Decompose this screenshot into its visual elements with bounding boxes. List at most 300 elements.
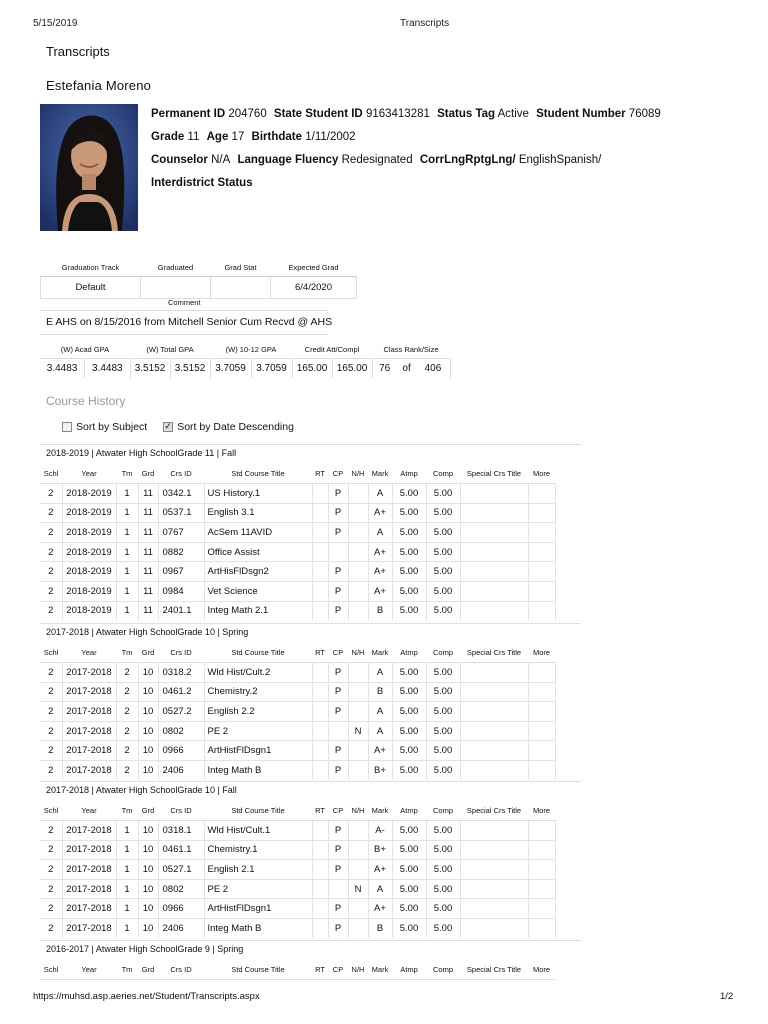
course-cell [348, 918, 368, 937]
course-cell: 5.00 [426, 821, 460, 841]
course-cell: 1 [116, 840, 138, 860]
course-cell: 0318.2 [158, 663, 204, 683]
grad-header: Expected Grad [271, 258, 357, 277]
course-row [40, 682, 555, 702]
course-cell: B+ [368, 760, 392, 779]
gpa-header: (W) 10-12 GPA [225, 344, 277, 354]
course-cell: 5.00 [392, 721, 426, 741]
course-cell [348, 899, 368, 919]
status-value: Active [497, 108, 529, 120]
grad-header: Graduated [141, 258, 211, 277]
course-row [40, 484, 555, 504]
course-cell: P [328, 860, 348, 880]
course-cell: 5.00 [426, 503, 460, 523]
column-header: RT [312, 801, 328, 821]
comment-label: Comment [168, 298, 201, 307]
column-header: Grd [138, 801, 158, 821]
course-cell: 2 [40, 523, 62, 543]
course-cell: P [328, 682, 348, 702]
course-cell [528, 840, 555, 860]
footer-url: https://muhsd.asp.aeries.net/Student/Transcripts.aspx [33, 991, 260, 1002]
course-cell: 5.00 [426, 562, 460, 582]
course-cell: Wld Hist/Cult.1 [204, 821, 312, 841]
gpa-header: (W) Total GPA [146, 344, 194, 354]
divider [40, 940, 581, 941]
course-cell: 2017-2018 [62, 860, 116, 880]
course-cell [312, 840, 328, 860]
divider [40, 444, 581, 445]
course-cell: 10 [138, 899, 158, 919]
course-cell: 11 [138, 562, 158, 582]
state-id-value: 9163413281 [365, 108, 430, 120]
column-header: N/H [348, 464, 368, 484]
course-cell [348, 860, 368, 880]
course-row [40, 918, 555, 937]
course-cell: 5.00 [392, 542, 426, 562]
course-cell: 5.00 [392, 918, 426, 937]
column-header: CP [328, 643, 348, 663]
course-cell: 2 [116, 741, 138, 761]
course-cell: 0318.1 [158, 821, 204, 841]
course-cell: Chemistry.1 [204, 840, 312, 860]
course-cell [348, 840, 368, 860]
column-header: Crs ID [158, 801, 204, 821]
course-cell: 5.00 [392, 562, 426, 582]
course-cell [348, 741, 368, 761]
course-cell [528, 721, 555, 741]
course-cell [312, 860, 328, 880]
course-cell: 10 [138, 860, 158, 880]
grad-header: Graduation Track [41, 258, 141, 277]
course-cell [312, 918, 328, 937]
course-row [40, 840, 555, 860]
counselor-value: N/A [211, 154, 231, 166]
permanent-id-label: Permanent ID [151, 108, 226, 120]
course-cell: 2401.1 [158, 601, 204, 620]
course-cell: N [348, 721, 368, 741]
course-cell: Integ Math B [204, 760, 312, 779]
course-cell [348, 484, 368, 504]
course-cell: A+ [368, 562, 392, 582]
column-header: Schl [40, 801, 62, 821]
course-cell: A [368, 879, 392, 899]
course-cell: 2 [40, 760, 62, 779]
course-cell: A [368, 484, 392, 504]
course-cell [348, 581, 368, 601]
course-row [40, 663, 555, 683]
column-header: N/H [348, 801, 368, 821]
course-cell: 2406 [158, 760, 204, 779]
course-cell: 5.00 [392, 741, 426, 761]
gpa-header: (W) Acad GPA [60, 344, 110, 354]
course-history-title: Course History [46, 394, 126, 408]
course-cell: A [368, 523, 392, 543]
column-header: Special Crs Title [460, 801, 528, 821]
student-info-row3 [151, 154, 605, 166]
course-row [40, 760, 555, 779]
course-cell: 2 [40, 581, 62, 601]
course-cell: 5.00 [392, 879, 426, 899]
course-cell: 11 [138, 523, 158, 543]
course-cell: 11 [138, 581, 158, 601]
course-cell: ArtHisFlDsgn2 [204, 562, 312, 582]
course-cell: 1 [116, 581, 138, 601]
course-cell [528, 562, 555, 582]
course-cell [460, 542, 528, 562]
course-cell: P [328, 741, 348, 761]
course-cell: A [368, 721, 392, 741]
course-cell [312, 663, 328, 683]
course-cell [328, 721, 348, 741]
student-photo [40, 104, 138, 231]
divider [40, 623, 581, 624]
course-cell: 2018-2019 [62, 562, 116, 582]
course-cell: 5.00 [392, 484, 426, 504]
interdistrict-label: Interdistrict Status [151, 177, 253, 189]
course-cell: 2 [116, 760, 138, 779]
course-cell [312, 503, 328, 523]
column-header: Atmp [392, 464, 426, 484]
footer-page-number: 1/2 [720, 991, 734, 1002]
grad-value: 6/4/2020 [271, 277, 357, 299]
course-cell: 0342.1 [158, 484, 204, 504]
course-cell [460, 581, 528, 601]
course-cell [460, 721, 528, 741]
term-header: 2016-2017 | Atwater High SchoolGrade 9 | Spring [46, 944, 244, 954]
course-cell: 5.00 [426, 879, 460, 899]
course-cell: Integ Math 2.1 [204, 601, 312, 620]
column-header: RT [312, 464, 328, 484]
course-cell: 2 [40, 601, 62, 620]
course-cell: P [328, 523, 348, 543]
course-cell [348, 760, 368, 779]
course-cell: P [328, 760, 348, 779]
column-header: Atmp [392, 801, 426, 821]
course-cell: 2017-2018 [62, 821, 116, 841]
course-cell [348, 601, 368, 620]
course-cell [312, 721, 328, 741]
course-cell: P [328, 503, 348, 523]
course-cell [328, 879, 348, 899]
course-cell [312, 821, 328, 841]
course-cell: 1 [116, 542, 138, 562]
column-header: Std Course Title [204, 801, 312, 821]
course-cell: 2 [40, 484, 62, 504]
column-header: Comp [426, 643, 460, 663]
course-cell: 2 [40, 741, 62, 761]
course-cell [312, 581, 328, 601]
column-header: More [528, 643, 555, 663]
course-cell: A+ [368, 503, 392, 523]
course-cell: 5.00 [392, 702, 426, 722]
course-cell: US History.1 [204, 484, 312, 504]
course-cell [348, 663, 368, 683]
course-cell: 5.00 [426, 860, 460, 880]
course-cell: 0966 [158, 741, 204, 761]
course-cell: A [368, 702, 392, 722]
divider [40, 334, 328, 335]
course-cell: 5.00 [392, 760, 426, 779]
gpa-value: 165.00 [332, 359, 372, 379]
column-header: Crs ID [158, 464, 204, 484]
course-cell: 5.00 [392, 581, 426, 601]
column-header: Year [62, 960, 116, 980]
course-cell: PE 2 [204, 879, 312, 899]
course-cell: P [328, 918, 348, 937]
course-cell: 5.00 [392, 899, 426, 919]
course-cell [460, 503, 528, 523]
column-header: N/H [348, 643, 368, 663]
course-cell: P [328, 821, 348, 841]
course-row [40, 721, 555, 741]
course-cell [528, 503, 555, 523]
course-cell: 1 [116, 899, 138, 919]
column-header: Year [62, 801, 116, 821]
column-header: Crs ID [158, 643, 204, 663]
column-header: Year [62, 643, 116, 663]
course-cell [528, 663, 555, 683]
column-header: Atmp [392, 643, 426, 663]
course-cell [460, 879, 528, 899]
course-cell: 1 [116, 918, 138, 937]
course-cell: 2 [40, 840, 62, 860]
course-cell [528, 682, 555, 702]
course-cell: Chemistry.2 [204, 682, 312, 702]
course-cell: 5.00 [426, 682, 460, 702]
course-cell [460, 523, 528, 543]
course-cell: 0461.1 [158, 840, 204, 860]
course-cell: 10 [138, 682, 158, 702]
course-cell: Wld Hist/Cult.2 [204, 663, 312, 683]
course-cell: 2 [40, 918, 62, 937]
column-header: Special Crs Title [460, 643, 528, 663]
course-cell [528, 879, 555, 899]
course-cell: 2 [40, 663, 62, 683]
course-cell: English 2.2 [204, 702, 312, 722]
course-cell: 0527.1 [158, 860, 204, 880]
course-cell [348, 821, 368, 841]
course-cell: 2018-2019 [62, 503, 116, 523]
course-cell: B+ [368, 840, 392, 860]
course-row [40, 702, 555, 722]
course-cell [348, 682, 368, 702]
course-cell: 1 [116, 821, 138, 841]
course-cell: 2018-2019 [62, 542, 116, 562]
course-cell [460, 484, 528, 504]
column-header: More [528, 464, 555, 484]
sort-by-date-label[interactable]: Sort by Date Descending [177, 421, 294, 433]
course-cell: 0461.2 [158, 682, 204, 702]
course-cell [328, 542, 348, 562]
course-cell [528, 899, 555, 919]
course-cell: 2017-2018 [62, 840, 116, 860]
graduation-table [40, 258, 357, 299]
course-cell: 0537.1 [158, 503, 204, 523]
course-cell: P [328, 899, 348, 919]
gpa-value: 76 [372, 359, 397, 379]
course-cell: 5.00 [426, 840, 460, 860]
birthdate-value: 1/11/2002 [305, 131, 356, 143]
course-cell: 11 [138, 503, 158, 523]
course-cell: 2017-2018 [62, 663, 116, 683]
course-cell: 2 [116, 721, 138, 741]
column-header: RT [312, 960, 328, 980]
course-cell [528, 601, 555, 620]
course-cell: A+ [368, 860, 392, 880]
birthdate-label: Birthdate [251, 131, 303, 143]
column-header: Schl [40, 960, 62, 980]
course-cell [312, 741, 328, 761]
student-number-label: Student Number [536, 108, 626, 120]
course-row [40, 581, 555, 601]
column-header: Mark [368, 960, 392, 980]
course-cell: 2017-2018 [62, 702, 116, 722]
term-header: 2017-2018 | Atwater High SchoolGrade 10 | Fall [46, 785, 237, 795]
course-cell [312, 702, 328, 722]
course-cell [528, 702, 555, 722]
course-cell: 0967 [158, 562, 204, 582]
print-date: 5/15/2019 [33, 18, 78, 29]
print-title: Transcripts [400, 18, 450, 29]
column-header: N/H [348, 960, 368, 980]
course-cell [312, 760, 328, 779]
course-cell [312, 899, 328, 919]
status-label: Status Tag [437, 108, 496, 120]
student-number-value: 76089 [628, 108, 661, 120]
course-cell [528, 523, 555, 543]
course-cell: A+ [368, 741, 392, 761]
column-header: CP [328, 464, 348, 484]
course-cell: 1 [116, 562, 138, 582]
course-cell [460, 821, 528, 841]
course-cell: 5.00 [392, 663, 426, 683]
course-cell: 10 [138, 702, 158, 722]
course-cell: 5.00 [426, 760, 460, 779]
course-cell [460, 760, 528, 779]
course-row [40, 503, 555, 523]
column-header: Year [62, 464, 116, 484]
course-cell [460, 601, 528, 620]
gpa-value: 3.7059 [210, 359, 251, 379]
student-info-row4 [151, 177, 253, 189]
age-label: Age [206, 131, 229, 143]
course-cell [348, 503, 368, 523]
course-cell: AcSem 11AVID [204, 523, 312, 543]
course-cell: 0966 [158, 899, 204, 919]
course-table [40, 801, 556, 938]
column-header: Std Course Title [204, 643, 312, 663]
course-cell [528, 760, 555, 779]
column-header: Grd [138, 960, 158, 980]
course-cell: P [328, 663, 348, 683]
course-cell: ArtHistFlDsgn1 [204, 899, 312, 919]
course-cell: P [328, 840, 348, 860]
course-cell [460, 663, 528, 683]
course-cell: Vet Science [204, 581, 312, 601]
course-cell: 2017-2018 [62, 721, 116, 741]
column-header: More [528, 960, 555, 980]
gpa-table [40, 340, 451, 378]
course-cell: 11 [138, 542, 158, 562]
course-cell: 2017-2018 [62, 899, 116, 919]
course-cell [312, 601, 328, 620]
course-cell: 5.00 [392, 821, 426, 841]
sort-by-date-checkbox[interactable] [163, 422, 173, 432]
course-cell: 1 [116, 503, 138, 523]
course-cell [460, 741, 528, 761]
course-cell: 5.00 [426, 601, 460, 620]
column-header: CP [328, 801, 348, 821]
grad-value: Default [41, 277, 141, 299]
course-cell: PE 2 [204, 721, 312, 741]
course-cell: 5.00 [426, 663, 460, 683]
course-cell: A+ [368, 899, 392, 919]
course-cell [460, 840, 528, 860]
comment-text: E AHS on 8/15/2016 from Mitchell Senior Cum Recvd @ AHS [46, 316, 333, 328]
course-cell: P [328, 581, 348, 601]
course-cell [528, 860, 555, 880]
course-cell: P [328, 484, 348, 504]
course-cell [312, 523, 328, 543]
column-header: Schl [40, 464, 62, 484]
column-header: Special Crs Title [460, 960, 528, 980]
gpa-value: 165.00 [292, 359, 332, 379]
course-cell: Integ Math B [204, 918, 312, 937]
course-cell: P [328, 562, 348, 582]
course-row [40, 562, 555, 582]
course-cell: 2018-2019 [62, 484, 116, 504]
course-cell: 11 [138, 484, 158, 504]
grade-label: Grade [151, 131, 185, 143]
course-cell: A- [368, 821, 392, 841]
course-cell: 10 [138, 721, 158, 741]
course-cell: P [328, 702, 348, 722]
course-cell: 2 [40, 721, 62, 741]
sort-by-subject-label[interactable]: Sort by Subject [76, 421, 148, 433]
sort-by-subject-checkbox[interactable] [62, 422, 72, 432]
course-cell: 2 [116, 663, 138, 683]
course-cell: A [368, 663, 392, 683]
course-cell: 10 [138, 821, 158, 841]
column-header: Atmp [392, 960, 426, 980]
course-cell: 5.00 [392, 682, 426, 702]
course-cell: 2 [40, 860, 62, 880]
course-cell: 0767 [158, 523, 204, 543]
course-cell: 2017-2018 [62, 760, 116, 779]
course-cell: P [328, 601, 348, 620]
column-header: Std Course Title [204, 960, 312, 980]
course-row [40, 821, 555, 841]
gpa-value: of [397, 359, 417, 379]
course-cell: 2 [40, 542, 62, 562]
column-header: Tm [116, 643, 138, 663]
divider [40, 310, 328, 311]
course-cell: 5.00 [426, 581, 460, 601]
course-cell: 5.00 [392, 840, 426, 860]
course-row [40, 860, 555, 880]
course-row [40, 879, 555, 899]
course-cell [348, 702, 368, 722]
course-cell [312, 484, 328, 504]
course-cell [312, 562, 328, 582]
state-id-label: State Student ID [273, 108, 363, 120]
course-cell: 0802 [158, 879, 204, 899]
course-cell: 2 [40, 899, 62, 919]
course-cell: 10 [138, 840, 158, 860]
course-cell [312, 682, 328, 702]
course-cell: 5.00 [426, 721, 460, 741]
column-header: Comp [426, 464, 460, 484]
